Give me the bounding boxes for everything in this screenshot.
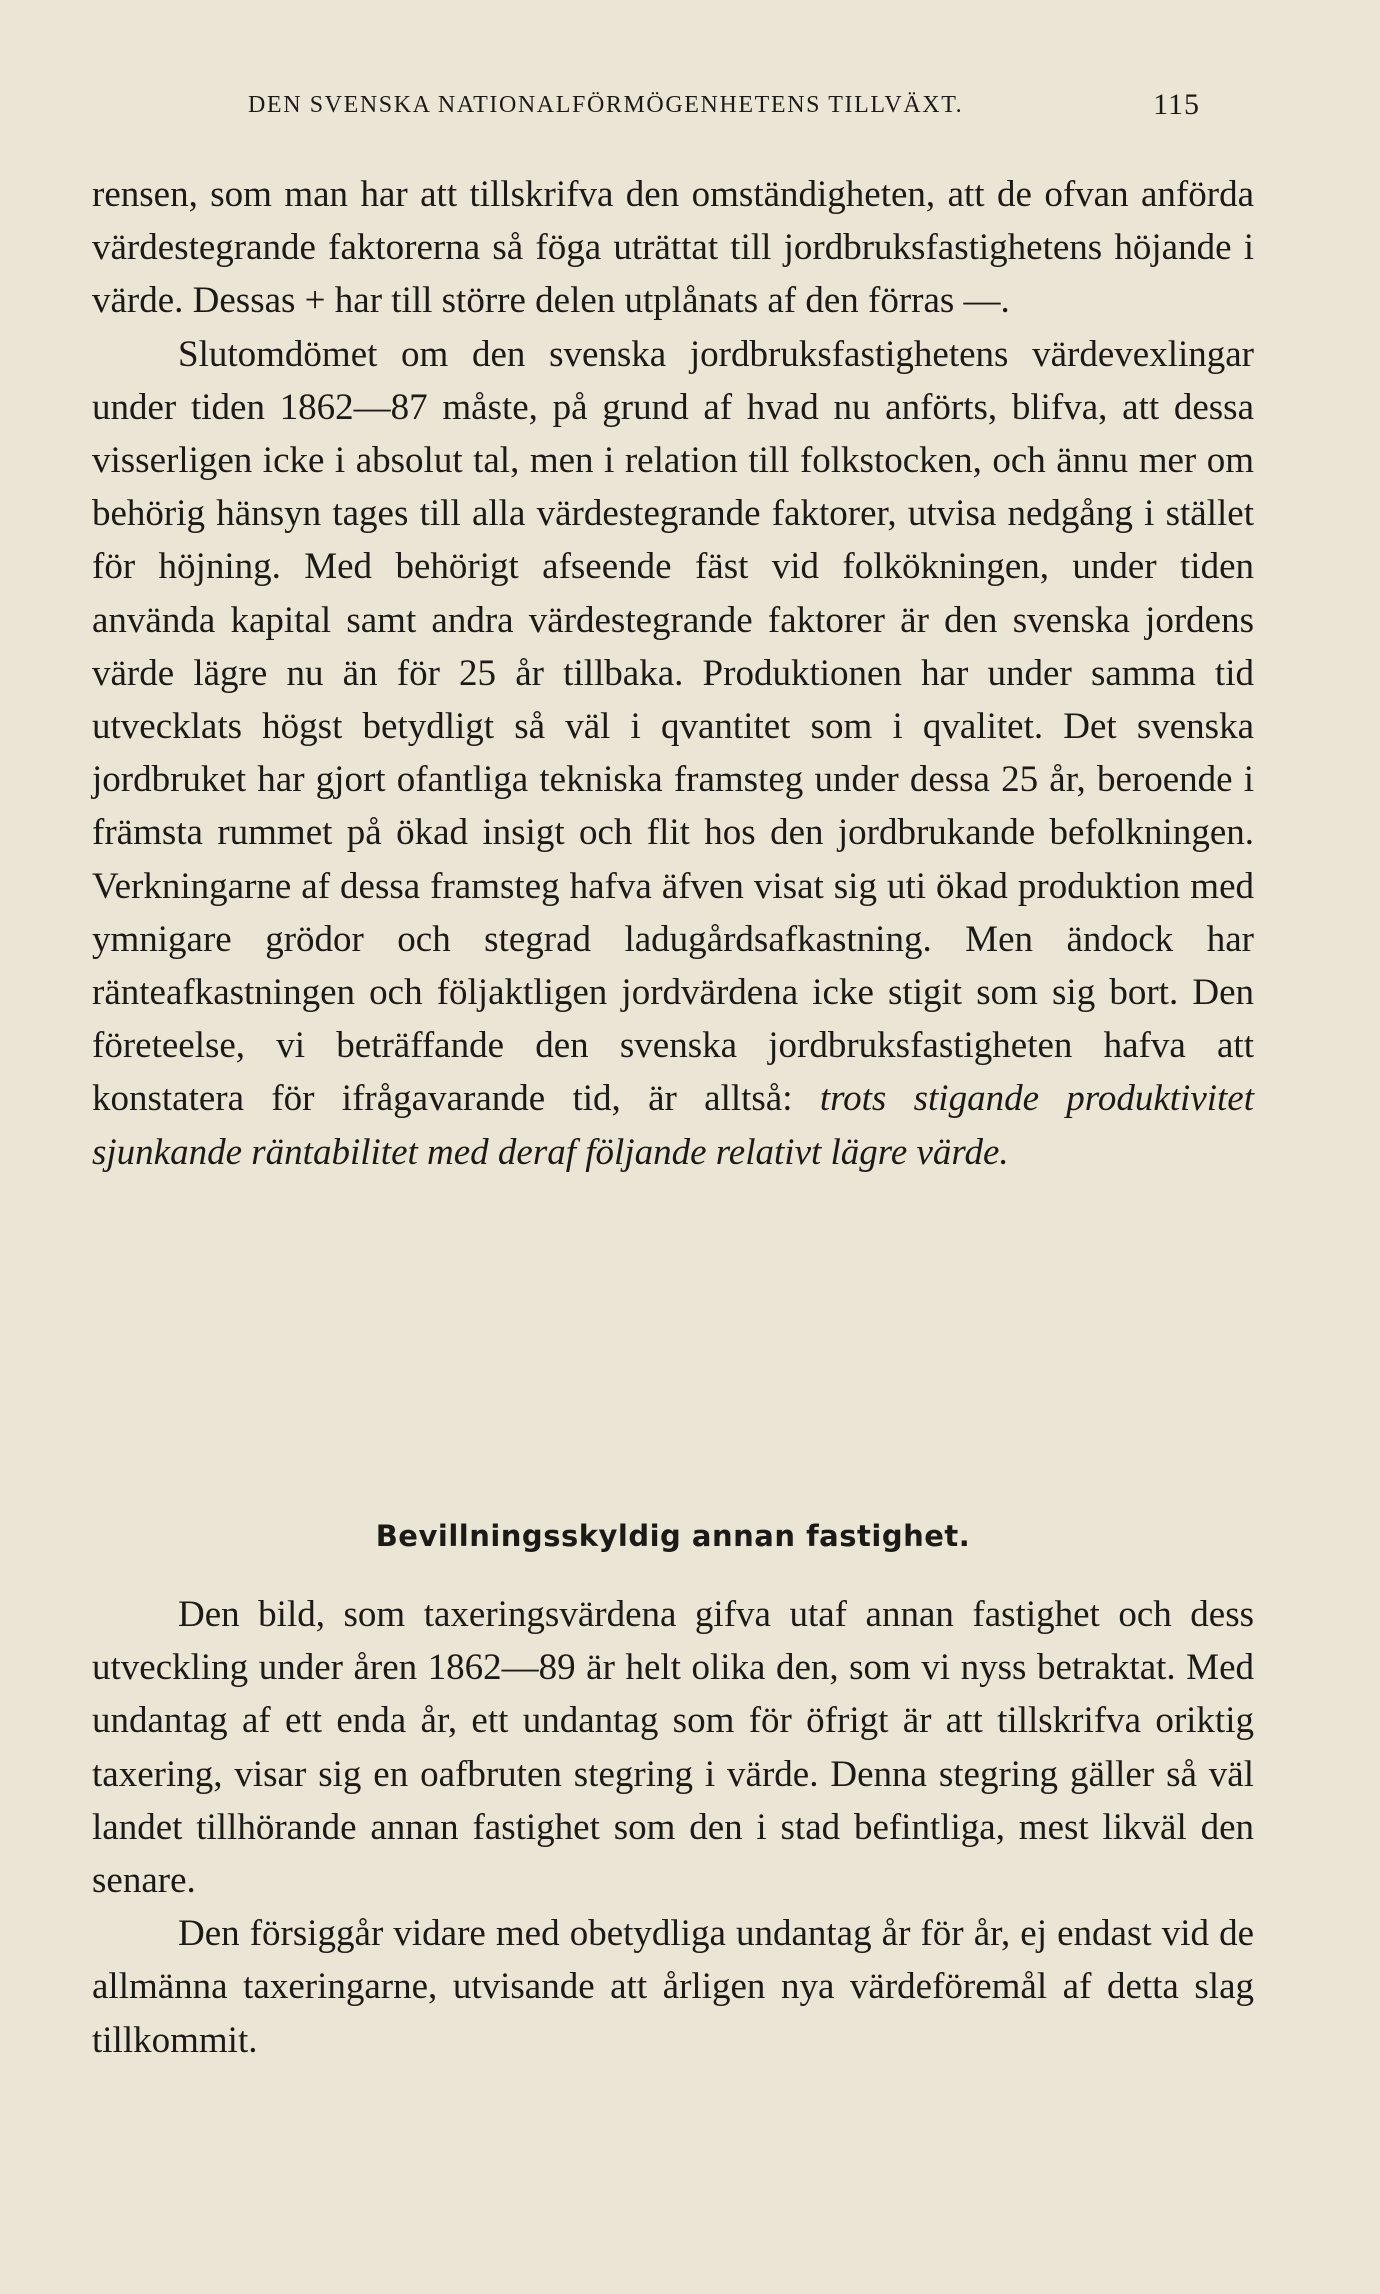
running-title: DEN SVENSKA NATIONALFÖRMÖGENHETENS TILLVÄXT.	[248, 92, 964, 118]
italic-conclusion: trots stigande produktivitet sjunkande räntabilitet med deraf följande relativt lägre värde.	[92, 1078, 1255, 1173]
page-number: 115	[1153, 88, 1200, 121]
body-text-bottom	[92, 1588, 1254, 2067]
body-text-top	[92, 168, 1254, 1179]
section-heading: Bevillningsskyldig annan fastighet.	[375, 1519, 971, 1553]
paragraph-text: Slutomdömet om den svenska jordbruksfastighetens värdevexlingar under tiden 1862—87 måste, på grund af hvad nu anförts, blifva, att dessa visserligen icke i absolut tal, men i relation till folkstocken, och ännu mer om behörig hänsyn tages till alla värdestegrande faktorer, utvisa nedgång i stället för höjning. Med behörigt afseende fäst vid folkökningen, under tiden använda kapital samt andra värdestegrande faktorer är den svenska jordens värde lägre nu än för 25 år tillbaka. Produktionen har under samma tid utvecklats högst betydligt så väl i qvantitet som i qvalitet. Det svenska jordbruket har gjort ofantliga tekniska framsteg under dessa 25 år, beroende i främsta rummet på ökad insigt och flit hos den jordbrukande befolkningen. Verkningarne af dessa framsteg hafva äfven visat sig uti ökad produktion med ymnigare grödor och stegrad ladugårdsafkastning. Men ändock har ränteafkastningen och följaktligen jordvärdena icke stigit som sig bort. Den företeelse, vi beträffande den svenska jordbruksfastigheten hafva att konstatera för ifrågavarande tid, är alltså:	[92, 333, 1254, 1120]
paragraph-den-bild: Den bild, som taxeringsvärdena gifva utaf annan fastighet och dess utveckling under åren 1862—89 är helt olika den, som vi nyss betraktat. Med undantag af ett enda år, ett undantag som för öfrigt är att tillskrifva oriktig taxering, visar sig en oafbruten stegring i värde. Denna stegring gäller så väl landet tillhörande annan fastighet som den i stad befintliga, mest likväl den senare.	[92, 1594, 1254, 1902]
paragraph-slutomdomet	[92, 328, 1254, 1179]
running-head	[248, 88, 1208, 128]
paragraph-den-forsiggar: Den försiggår vidare med obetydliga undantag år för år, ej endast vid de allmänna taxeringarne, utvisande att årligen nya värdeföremål af detta slag tillkommit.	[92, 1913, 1254, 2061]
paragraph-continuation: rensen, som man har att tillskrifva den omständigheten, att de ofvan anförda värdestegrande faktorerna så föga uträttat till jordbruksfastighetens höjande i värde. Dessas + har till större delen utplånats af den förras —.	[92, 174, 1254, 322]
